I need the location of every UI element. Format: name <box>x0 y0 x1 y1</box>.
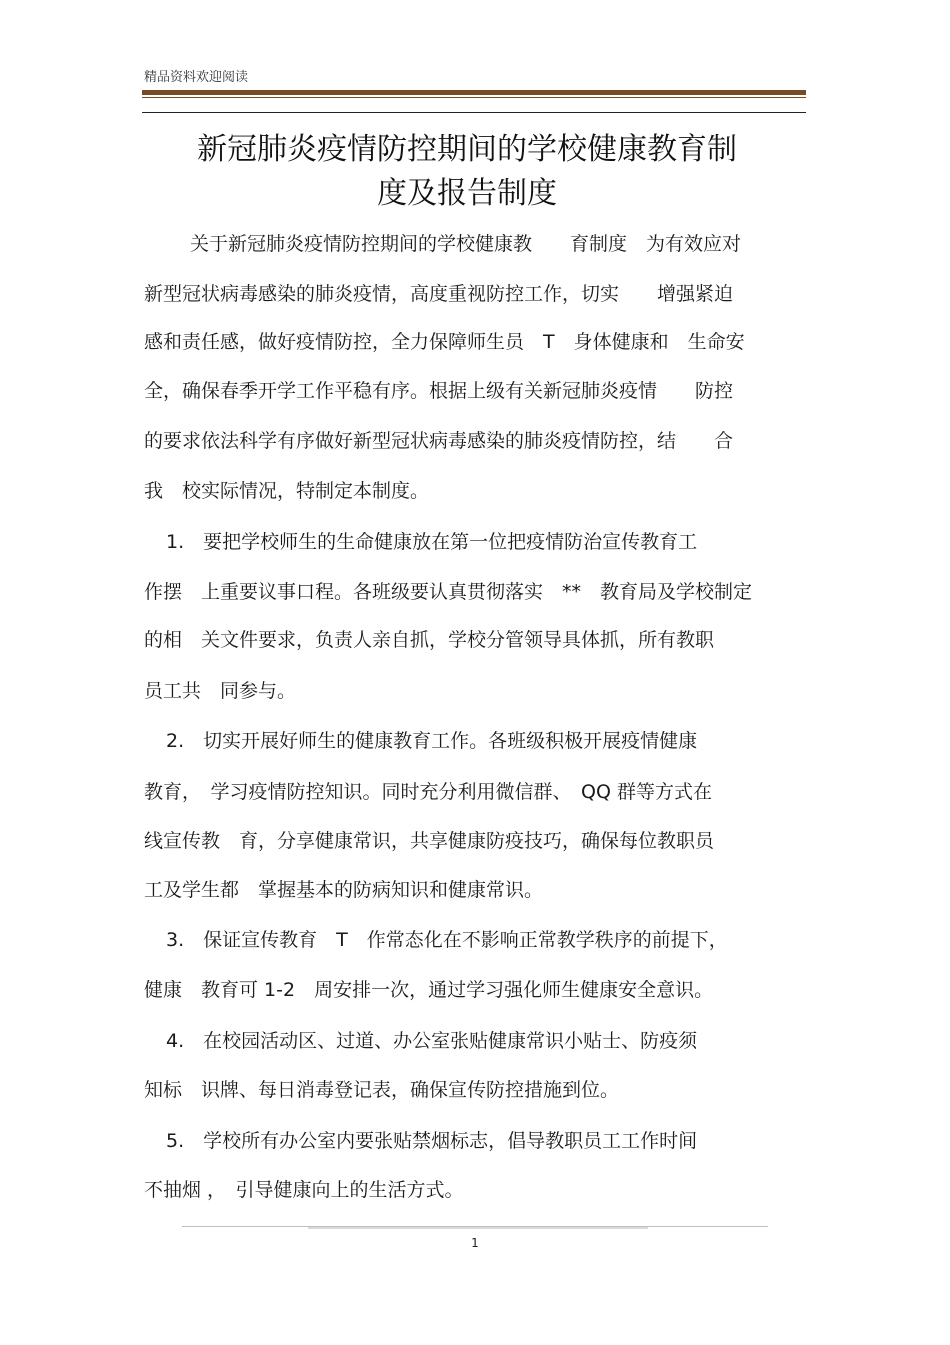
title-line-1: 新冠肺炎疫情防控期间的学校健康教育制 <box>197 132 737 167</box>
body-line: 不抽烟 ， 引导健康向上的生活方式。 <box>144 1179 464 1201</box>
list-item-3: 3. 保证宣传教育 T 作常态化在不影响正常教学秩序的前提下， <box>166 929 728 951</box>
list-item-1: 1. 要把学校师生的生命健康放在第一位把疫情防治宣传教育工 <box>166 531 698 553</box>
body-line: 的相 关文件要求，负责人亲自抓，学校分管领导具体抓，所有教职 <box>144 629 715 651</box>
body-line: 员工共 同参与。 <box>144 680 297 702</box>
body-line: 新型冠状病毒感染的肺炎疫情，高度重视防控工作，切实 增强紧迫 <box>144 283 734 305</box>
list-item-2: 2. 切实开展好师生的健康教育工作。各班级积极开展疫情健康 <box>166 730 698 752</box>
header-rule-thin <box>142 97 806 98</box>
body-line: 作摆 上重要议事口程。各班级要认真贯彻落实 ** 教育局及学校制定 <box>144 581 753 603</box>
document-title <box>100 128 834 216</box>
body-line: 的要求依法科学有序做好新型冠状病毒感染的肺炎疫情防控，结 合 <box>144 430 734 452</box>
page-number: 1 <box>471 1236 479 1250</box>
body-line: 关于新冠肺炎疫情防控期间的学校健康教 育制度 为有效应对 <box>190 233 742 255</box>
body-line: 感和责任感，做好疫情防控，全力保障师生员 T 身体健康和 生命安 <box>144 331 745 353</box>
header-rule-under <box>142 112 806 113</box>
body-line: 我 校实际情况，特制定本制度。 <box>144 480 430 502</box>
header-label: 精品资料欢迎阅读 <box>144 70 249 85</box>
body-line: 工及学生都 掌握基本的防病知识和健康常识。 <box>144 879 544 901</box>
body-line: 教育， 学习疫情防控知识。同时充分利用微信群、 QQ 群等方式在 <box>144 781 712 803</box>
body-line: 全，确保春季开学工作平稳有序。根据上级有关新冠肺炎疫情 防控 <box>144 380 734 402</box>
list-item-5: 5. 学校所有办公室内要张贴禁烟标志，倡导教职员工工作时间 <box>166 1130 698 1152</box>
body-line: 知标 识牌、每日消毒登记表，确保宣传防控措施到位。 <box>144 1079 620 1101</box>
title-line-2: 度及报告制度 <box>377 176 557 211</box>
list-item-4: 4. 在校园活动区、过道、办公室张贴健康常识小贴士、防疫须 <box>166 1030 698 1052</box>
body-line: 健康 教育可 1-2 周安排一次，通过学习强化师生健康安全意识。 <box>144 979 714 1001</box>
footer-rule-shade <box>308 1227 648 1229</box>
header-rule-thick <box>142 90 806 95</box>
body-line: 线宣传教 育，分享健康常识，共享健康防疫技巧，确保每位教职员 <box>144 830 715 852</box>
